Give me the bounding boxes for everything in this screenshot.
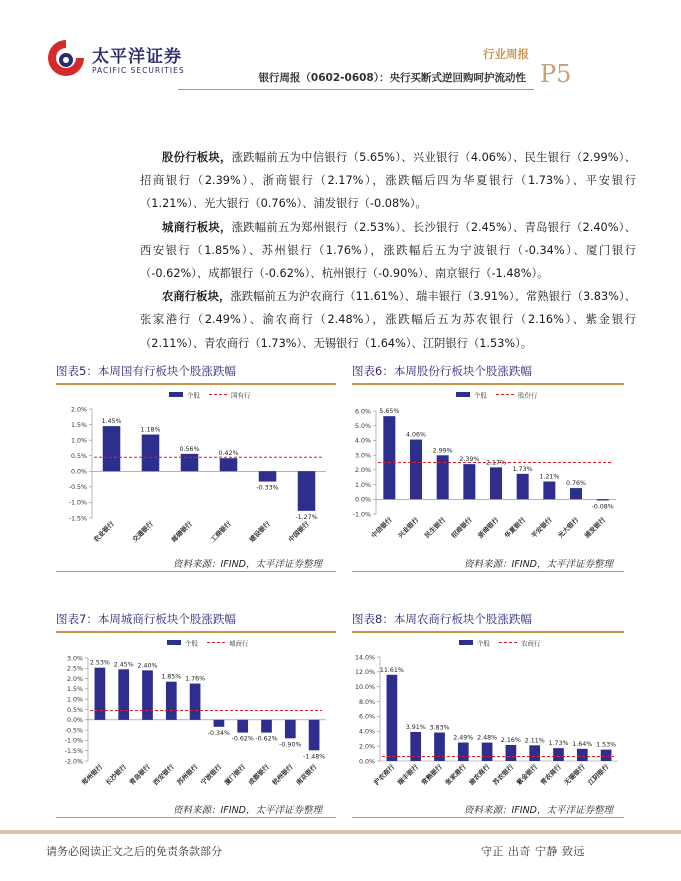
x-tick-label: 工商银行 [208, 519, 233, 544]
header-divider [178, 89, 534, 90]
paragraph-text: 涨跌幅前五为中信银行（5.65%）、兴业银行（4.06%）、民生银行（2.99%）、招商银行（2.39%）、浙商银行（2.17%），涨跌幅后四为华夏银行（1.73%）、平安银行（1.21%）、光大银行（0.76%）、浦发银行（-0.08%）。 [140, 151, 636, 211]
figure-title-rule [352, 383, 624, 385]
y-tick-label: 6.0% [355, 408, 371, 416]
figure-source-rule [352, 571, 624, 572]
x-tick-label: 江阴银行 [586, 762, 611, 787]
page-number: P5 [540, 60, 572, 88]
y-tick-label: 2.0% [359, 743, 375, 751]
x-tick-label: 苏农银行 [491, 762, 516, 787]
chart-state-owned-banks [56, 388, 336, 563]
figure-source: 资料来源：IFIND，太平洋证券整理 [173, 559, 322, 570]
bar [190, 684, 201, 720]
y-tick-label: -1.0% [64, 737, 83, 745]
data-label: 3.83% [429, 724, 450, 732]
bar [529, 745, 540, 761]
y-tick-label: 4.0% [359, 728, 375, 736]
data-label: -1.27% [295, 513, 318, 521]
bar [570, 488, 582, 499]
bar [387, 675, 398, 761]
legend-swatch-bar [456, 392, 470, 397]
legend-label-bar: 个股 [185, 639, 198, 648]
x-tick-label: 中国银行 [286, 519, 311, 544]
bar [261, 720, 272, 733]
data-label: 0.76% [565, 480, 587, 488]
bar [517, 474, 529, 499]
paragraph-lead: 城商行板块， [162, 220, 232, 234]
figure-6 [352, 363, 624, 573]
bar [577, 749, 588, 761]
x-tick-label: 苏州银行 [175, 762, 200, 787]
data-label: 1.53% [596, 741, 617, 749]
bar [543, 481, 555, 499]
x-tick-label: 渝农商行 [467, 762, 492, 787]
figure-title-rule [352, 631, 624, 633]
y-tick-label: 5.0% [355, 423, 371, 431]
y-tick-label: 10.0% [354, 684, 375, 692]
data-label: 4.06% [405, 431, 427, 439]
figure-source: 资料来源：IFIND，太平洋证券整理 [173, 805, 322, 816]
bar [103, 426, 121, 471]
chart-city-commercial-banks [56, 636, 336, 811]
y-tick-label: 0.5% [67, 706, 83, 714]
brand-name-cn: 太平洋证券 [92, 47, 182, 67]
bar [463, 464, 475, 499]
x-tick-label: 瑞丰银行 [396, 762, 421, 787]
data-label: -0.08% [591, 503, 614, 511]
x-tick-label: 青岛银行 [127, 762, 152, 787]
data-label: 11.61% [379, 666, 404, 674]
data-label: 1.18% [140, 426, 161, 434]
bar [410, 440, 422, 500]
bar [506, 745, 517, 761]
bar [298, 471, 316, 511]
x-tick-label: 沪农商行 [372, 762, 397, 787]
figure-title: 图表7：本周城商行板块个股涨跌幅 [56, 612, 236, 626]
x-tick-label: 南京银行 [294, 762, 319, 787]
data-label: 1.85% [161, 673, 182, 681]
bar [601, 750, 612, 761]
company-logo-icon [46, 38, 86, 78]
x-tick-label: 招商银行 [449, 515, 474, 540]
x-tick-label: 宁波银行 [199, 762, 224, 787]
paragraph-city-commercial [140, 216, 636, 286]
data-label: 0.56% [179, 445, 200, 453]
y-tick-label: 1.0% [71, 437, 87, 445]
figure-title-rule [56, 631, 336, 633]
data-label: 1.73% [512, 465, 533, 473]
data-label: 2.16% [500, 736, 521, 744]
bar [118, 669, 129, 719]
footer-band [0, 830, 681, 834]
y-tick-label: 14.0% [354, 654, 375, 662]
x-tick-label: 农业银行 [91, 519, 116, 544]
bar [490, 467, 502, 499]
data-label: 2.11% [524, 737, 545, 745]
data-label: 5.65% [379, 408, 400, 416]
data-label: 0.42% [218, 450, 239, 458]
x-tick-label: 浦发银行 [583, 515, 608, 540]
figure-5 [56, 363, 336, 573]
x-tick-label: 紫金银行 [515, 762, 540, 787]
bar [437, 455, 449, 499]
figure-title: 图表8：本周农商行板块个股涨跌幅 [352, 612, 532, 626]
paragraph-text: 涨跌幅前五为沪农商行（11.61%）、瑞丰银行（3.91%）、常熟银行（3.83%）、张家港行（2.49%）、渝农商行（2.48%），涨跌幅后五为苏农银行（2.16%）、紫金银行（2.11%）、青农商行（1.73%）、无锡银行（1.64%）、江阴银行（1.53%）。 [140, 290, 636, 350]
y-tick-label: 6.0% [359, 713, 375, 721]
y-tick-label: 1.5% [67, 686, 83, 694]
paragraph-text: 涨跌幅前五为郑州银行（2.53%）、长沙银行（2.45%）、青岛银行（2.40%）、西安银行（1.85%）、苏州银行（1.76%），涨跌幅后五为宁波银行（-0.34%）、厦门银行（-0.62%）、成都银行（-0.62%）、杭州银行（-0.90%）、南京银行（-1.48%）。 [140, 220, 636, 281]
x-tick-label: 成都银行 [246, 762, 271, 787]
figure-source-rule [352, 817, 624, 818]
footer-motto: 守正 出奇 宁静 致远 [481, 845, 585, 858]
data-label: 1.73% [548, 740, 569, 748]
data-label: -0.90% [279, 741, 302, 749]
bar [214, 720, 225, 727]
y-tick-label: 12.0% [354, 669, 375, 677]
legend-label-bar: 个股 [187, 391, 200, 400]
data-label: 2.49% [453, 734, 474, 742]
x-tick-label: 无锡银行 [562, 762, 587, 787]
y-tick-label: 3.0% [67, 655, 83, 663]
brand-name-en: PACIFIC SECURITIES [92, 66, 185, 75]
x-tick-label: 华夏银行 [503, 515, 528, 540]
bar [285, 720, 296, 739]
figure-title: 图表6：本周股份行板块个股涨跌幅 [352, 364, 532, 378]
bar [383, 416, 395, 499]
legend-label-line: 城商行 [229, 639, 249, 648]
y-tick-label: 4.0% [355, 437, 371, 445]
y-tick-label: 0.0% [355, 496, 371, 504]
figure-7 [56, 611, 336, 821]
data-label: -0.62% [231, 735, 254, 743]
x-tick-label: 光大银行 [556, 515, 581, 540]
bar [309, 720, 320, 750]
y-tick-label: 0.5% [71, 453, 87, 461]
legend-label-bar: 个股 [474, 391, 487, 400]
legend-label-bar: 个股 [477, 639, 490, 648]
x-tick-label: 郑州银行 [80, 762, 105, 787]
legend-swatch-bar [459, 640, 473, 645]
bar [181, 454, 199, 471]
x-tick-label: 中信银行 [369, 515, 394, 540]
legend-label-line: 股份行 [518, 391, 538, 400]
legend-label-line: 国有行 [231, 391, 251, 400]
figure-8 [352, 611, 624, 821]
x-tick-label: 西安银行 [151, 762, 176, 787]
figure-source-rule [56, 817, 336, 818]
x-tick-label: 长沙银行 [104, 762, 129, 787]
figure-source-rule [56, 571, 336, 572]
bar [259, 471, 277, 481]
data-label: -0.62% [255, 735, 278, 743]
figure-source: 资料来源：IFIND，太平洋证券整理 [464, 559, 613, 570]
bar [553, 748, 564, 761]
data-label: -0.33% [256, 484, 279, 492]
data-label: 2.48% [477, 734, 498, 742]
data-label: 1.76% [185, 675, 206, 683]
x-tick-label: 厦门银行 [223, 762, 248, 787]
data-label: 1.45% [101, 418, 122, 426]
chart-rural-commercial-banks [352, 636, 624, 811]
paragraph-rural-commercial [140, 285, 636, 355]
x-tick-label: 杭州银行 [270, 762, 295, 787]
data-label: 3.91% [405, 723, 426, 731]
data-label: 2.99% [432, 447, 453, 455]
y-tick-label: -1.0% [68, 499, 87, 507]
x-tick-label: 邮储银行 [169, 519, 194, 544]
x-tick-label: 建设银行 [247, 519, 272, 544]
x-tick-label: 浙商银行 [476, 515, 501, 540]
bar [482, 743, 493, 761]
bar [142, 670, 153, 719]
y-tick-label: 0.0% [71, 468, 87, 476]
report-category: 行业周报 [483, 47, 529, 61]
y-tick-label: -1.5% [68, 515, 87, 523]
y-tick-label: 0.0% [359, 758, 375, 766]
data-label: 2.17% [485, 459, 507, 467]
y-tick-label: 3.0% [355, 452, 371, 460]
y-tick-label: -0.5% [64, 727, 83, 735]
y-tick-label: 2.5% [67, 665, 83, 673]
y-tick-label: 8.0% [359, 698, 375, 706]
legend-label-line: 农商行 [521, 639, 541, 648]
bar [220, 458, 238, 471]
paragraph-lead: 农商行板块， [162, 290, 231, 304]
report-title: 银行周报（0602-0608）：央行买断式逆回购呵护流动性 [258, 72, 526, 84]
legend-swatch-bar [169, 392, 183, 397]
data-label: 2.53% [89, 659, 110, 667]
bar [166, 682, 177, 720]
x-tick-label: 平安银行 [529, 515, 554, 540]
body-text [140, 146, 636, 355]
y-tick-label: 2.0% [71, 406, 87, 414]
x-tick-label: 张家港行 [443, 762, 468, 787]
data-label: 1.64% [572, 740, 593, 748]
bar [237, 720, 248, 733]
y-tick-label: -2.0% [64, 758, 83, 766]
x-tick-label: 青农商行 [538, 762, 563, 787]
y-tick-label: 2.0% [355, 467, 371, 475]
legend-swatch-bar [167, 640, 181, 645]
y-tick-label: 2.0% [67, 675, 83, 683]
x-tick-label: 兴业银行 [396, 515, 421, 540]
y-tick-label: -0.5% [68, 484, 87, 492]
data-label: -1.48% [302, 753, 326, 761]
y-tick-label: -1.5% [64, 748, 83, 755]
data-label: 2.45% [113, 661, 134, 669]
paragraph-joint-stock [140, 146, 636, 216]
data-label: 1.21% [539, 473, 560, 481]
chart-joint-stock-banks [352, 388, 624, 563]
y-tick-label: 1.0% [67, 696, 83, 704]
figure-title: 图表5：本周国有行板块个股涨跌幅 [56, 364, 236, 378]
x-tick-label: 交通银行 [130, 519, 155, 544]
bar [142, 435, 160, 472]
x-tick-label: 常熟银行 [419, 762, 444, 787]
y-tick-label: 0.0% [67, 717, 83, 725]
footer-disclaimer: 请务必阅读正文之后的免责条款部分 [46, 845, 222, 858]
figure-source: 资料来源：IFIND，太平洋证券整理 [464, 805, 613, 816]
data-label: -0.34% [207, 729, 231, 737]
y-tick-label: 1.5% [71, 421, 87, 429]
y-tick-label: 1.0% [355, 481, 371, 489]
bar [597, 499, 609, 500]
figure-title-rule [56, 383, 336, 385]
bar [95, 668, 106, 720]
data-label: 2.39% [459, 456, 480, 464]
data-label: 2.40% [137, 662, 158, 670]
bar [458, 743, 469, 761]
x-tick-label: 民生银行 [423, 515, 448, 540]
paragraph-lead: 股份行板块， [162, 151, 232, 164]
y-tick-label: -1.0% [352, 511, 371, 519]
